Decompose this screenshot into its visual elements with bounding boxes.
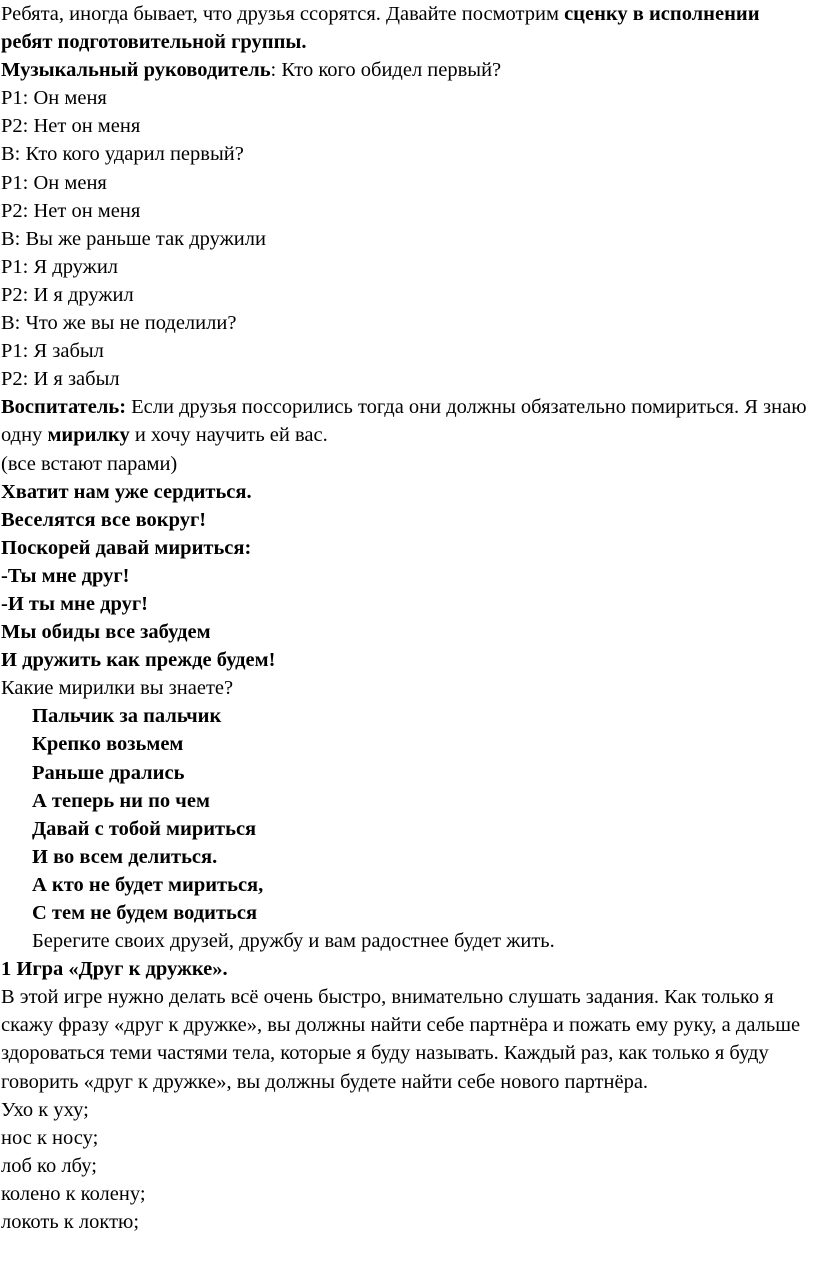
poem2-line: Пальчик за пальчик bbox=[32, 705, 222, 728]
poem1-line: -Ты мне друг! bbox=[1, 564, 130, 587]
dialogue-line: Р1: Я дружил bbox=[1, 255, 119, 278]
poem1-line: Поскорей давай мириться: bbox=[1, 536, 252, 559]
teacher-name: Воспитатель: bbox=[1, 396, 127, 419]
stage-direction: (все встают парами) bbox=[1, 452, 178, 475]
poem2-line: И во всем делиться. bbox=[32, 845, 218, 868]
poem2-line: А кто не будет мириться, bbox=[32, 873, 264, 896]
teacher-text-end: и хочу научить ей вас. bbox=[129, 424, 328, 447]
poem2-line: С тем не будем водиться bbox=[32, 902, 258, 924]
game-move: лоб ко лбу; bbox=[1, 1154, 97, 1177]
intro-text: Ребята, иногда бывает, что друзья ссорятся. Давайте посмотрим bbox=[1, 3, 565, 25]
poem2-line: А теперь ни по чем bbox=[32, 789, 210, 812]
music-director-name: Музыкальный руководитель bbox=[1, 59, 271, 82]
game-move: колено к колену; bbox=[1, 1182, 146, 1205]
dialogue-line: Р2: Нет он меня bbox=[1, 199, 141, 222]
poem1-line: И дружить как прежде будем! bbox=[1, 649, 276, 672]
question-line: Какие мирилки вы знаете? bbox=[1, 677, 234, 700]
poem1-line: Веселятся все вокруг! bbox=[1, 508, 207, 531]
dialogue-line: В: Что же вы не поделили? bbox=[1, 312, 237, 335]
game-move: нос к носу; bbox=[1, 1126, 99, 1149]
poem1-line: Хватит нам уже сердиться. bbox=[1, 480, 252, 503]
music-director-line bbox=[1, 56, 816, 84]
poem1-line: Мы обиды все забудем bbox=[1, 621, 211, 644]
poem2-line: Крепко возьмем bbox=[32, 733, 184, 756]
game-title: 1 Игра «Друг к дружке». bbox=[1, 958, 228, 981]
dialogue-line: Р1: Я забыл bbox=[1, 340, 104, 363]
dialogue-line: В: Кто кого ударил первый? bbox=[1, 143, 244, 166]
teacher-bold-word: мирилку bbox=[47, 424, 130, 447]
teacher-paragraph bbox=[1, 393, 816, 449]
poem2-line: Раньше дрались bbox=[32, 761, 185, 784]
dialogue-line: Р2: И я дружил bbox=[1, 283, 134, 306]
advice-line: Берегите своих друзей, дружбу и вам радостнее будет жить. bbox=[32, 930, 555, 953]
game-move: локоть к локтю; bbox=[1, 1211, 140, 1234]
dialogue-line: Р2: Нет он меня bbox=[1, 115, 141, 138]
dialogue-line: Р1: Он меня bbox=[1, 87, 107, 110]
dialogue-line: В: Вы же раньше так дружили bbox=[1, 227, 266, 250]
dialogue-line: Р2: И я забыл bbox=[1, 368, 120, 391]
poem2-line: Давай с тобой мириться bbox=[32, 817, 257, 840]
game-description: В этой игре нужно делать всё очень быстро, внимательно слушать задания. Как только я скажу фразу «друг к дружке», вы должны найти себе партнёра и пожать ему руку, а дальше здороваться теми частями тела, которые я буду называть. Каждый раз, как только я буду говорить «друг к дружке», вы должны будете найти себе нового партнёра. bbox=[1, 986, 801, 1093]
teacher-text-start: Если друзья поссорились тогда они должны обязательно помириться. Я знаю одну bbox=[1, 396, 807, 447]
music-director-text: : Кто кого обидел первый? bbox=[270, 59, 502, 82]
intro-paragraph bbox=[1, 0, 816, 56]
game-move: Ухо к уху; bbox=[1, 1098, 89, 1121]
dialogue-line: Р1: Он меня bbox=[1, 171, 107, 194]
poem1-line: -И ты мне друг! bbox=[1, 592, 148, 615]
intro-bold-text: сценку в исполнении ребят подготовительной группы. bbox=[1, 3, 760, 54]
